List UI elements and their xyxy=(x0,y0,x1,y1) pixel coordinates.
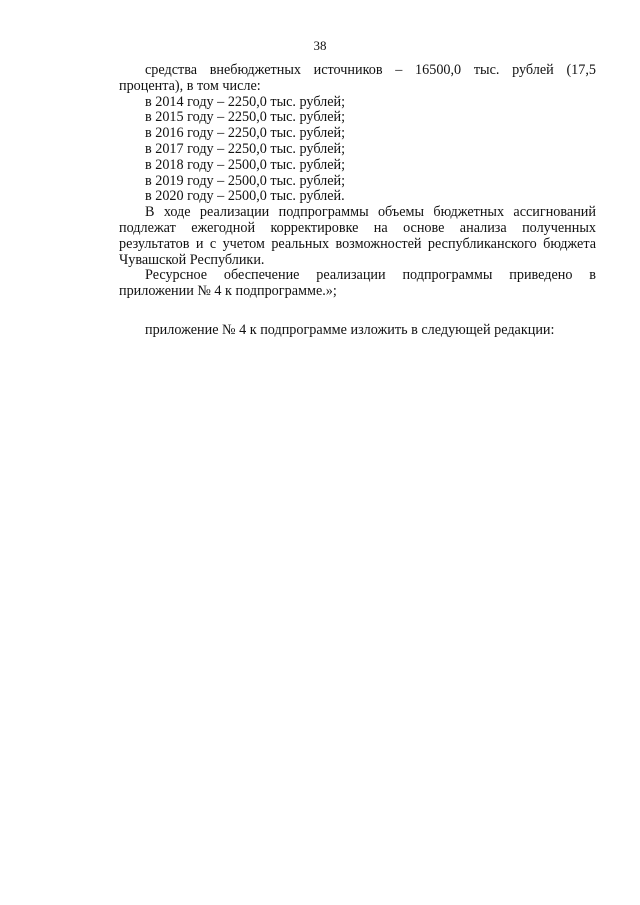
paragraph-spacer xyxy=(119,300,596,323)
funding-intro-paragraph: средства внебюджетных источников – 16500,0 тыс. рублей (17,5 процента), в том числе: xyxy=(119,62,596,94)
document-body xyxy=(119,63,596,339)
page-number: 38 xyxy=(313,38,327,53)
year-line-2015: в 2015 году – 2250,0 тыс. рублей; xyxy=(145,109,346,126)
year-line-2017: в 2017 году – 2250,0 тыс. рублей; xyxy=(145,140,346,157)
year-line-2016: в 2016 году – 2250,0 тыс. рублей; xyxy=(145,125,346,142)
year-line-2020: в 2020 году – 2500,0 тыс. рублей. xyxy=(145,188,345,205)
budget-correction-paragraph: В ходе реализации подпрограммы объемы бюджетных ассигнований подлежат ежегодной корректировке на основе анализа полученных результатов и с учетом реальных возможностей республиканского бюджета Чувашской Республики. xyxy=(119,204,596,268)
appendix-instruction-paragraph: приложение № 4 к подпрограмме изложить в следующей редакции: xyxy=(145,321,555,338)
year-line-2019: в 2019 году – 2500,0 тыс. рублей; xyxy=(145,172,346,189)
resource-provision-paragraph: Ресурсное обеспечение реализации подпрограммы приведено в приложении № 4 к подпрограмме.»; xyxy=(119,267,596,300)
year-line-2018: в 2018 году – 2500,0 тыс. рублей; xyxy=(145,156,346,173)
year-line-2014: в 2014 году – 2250,0 тыс. рублей; xyxy=(145,93,346,110)
